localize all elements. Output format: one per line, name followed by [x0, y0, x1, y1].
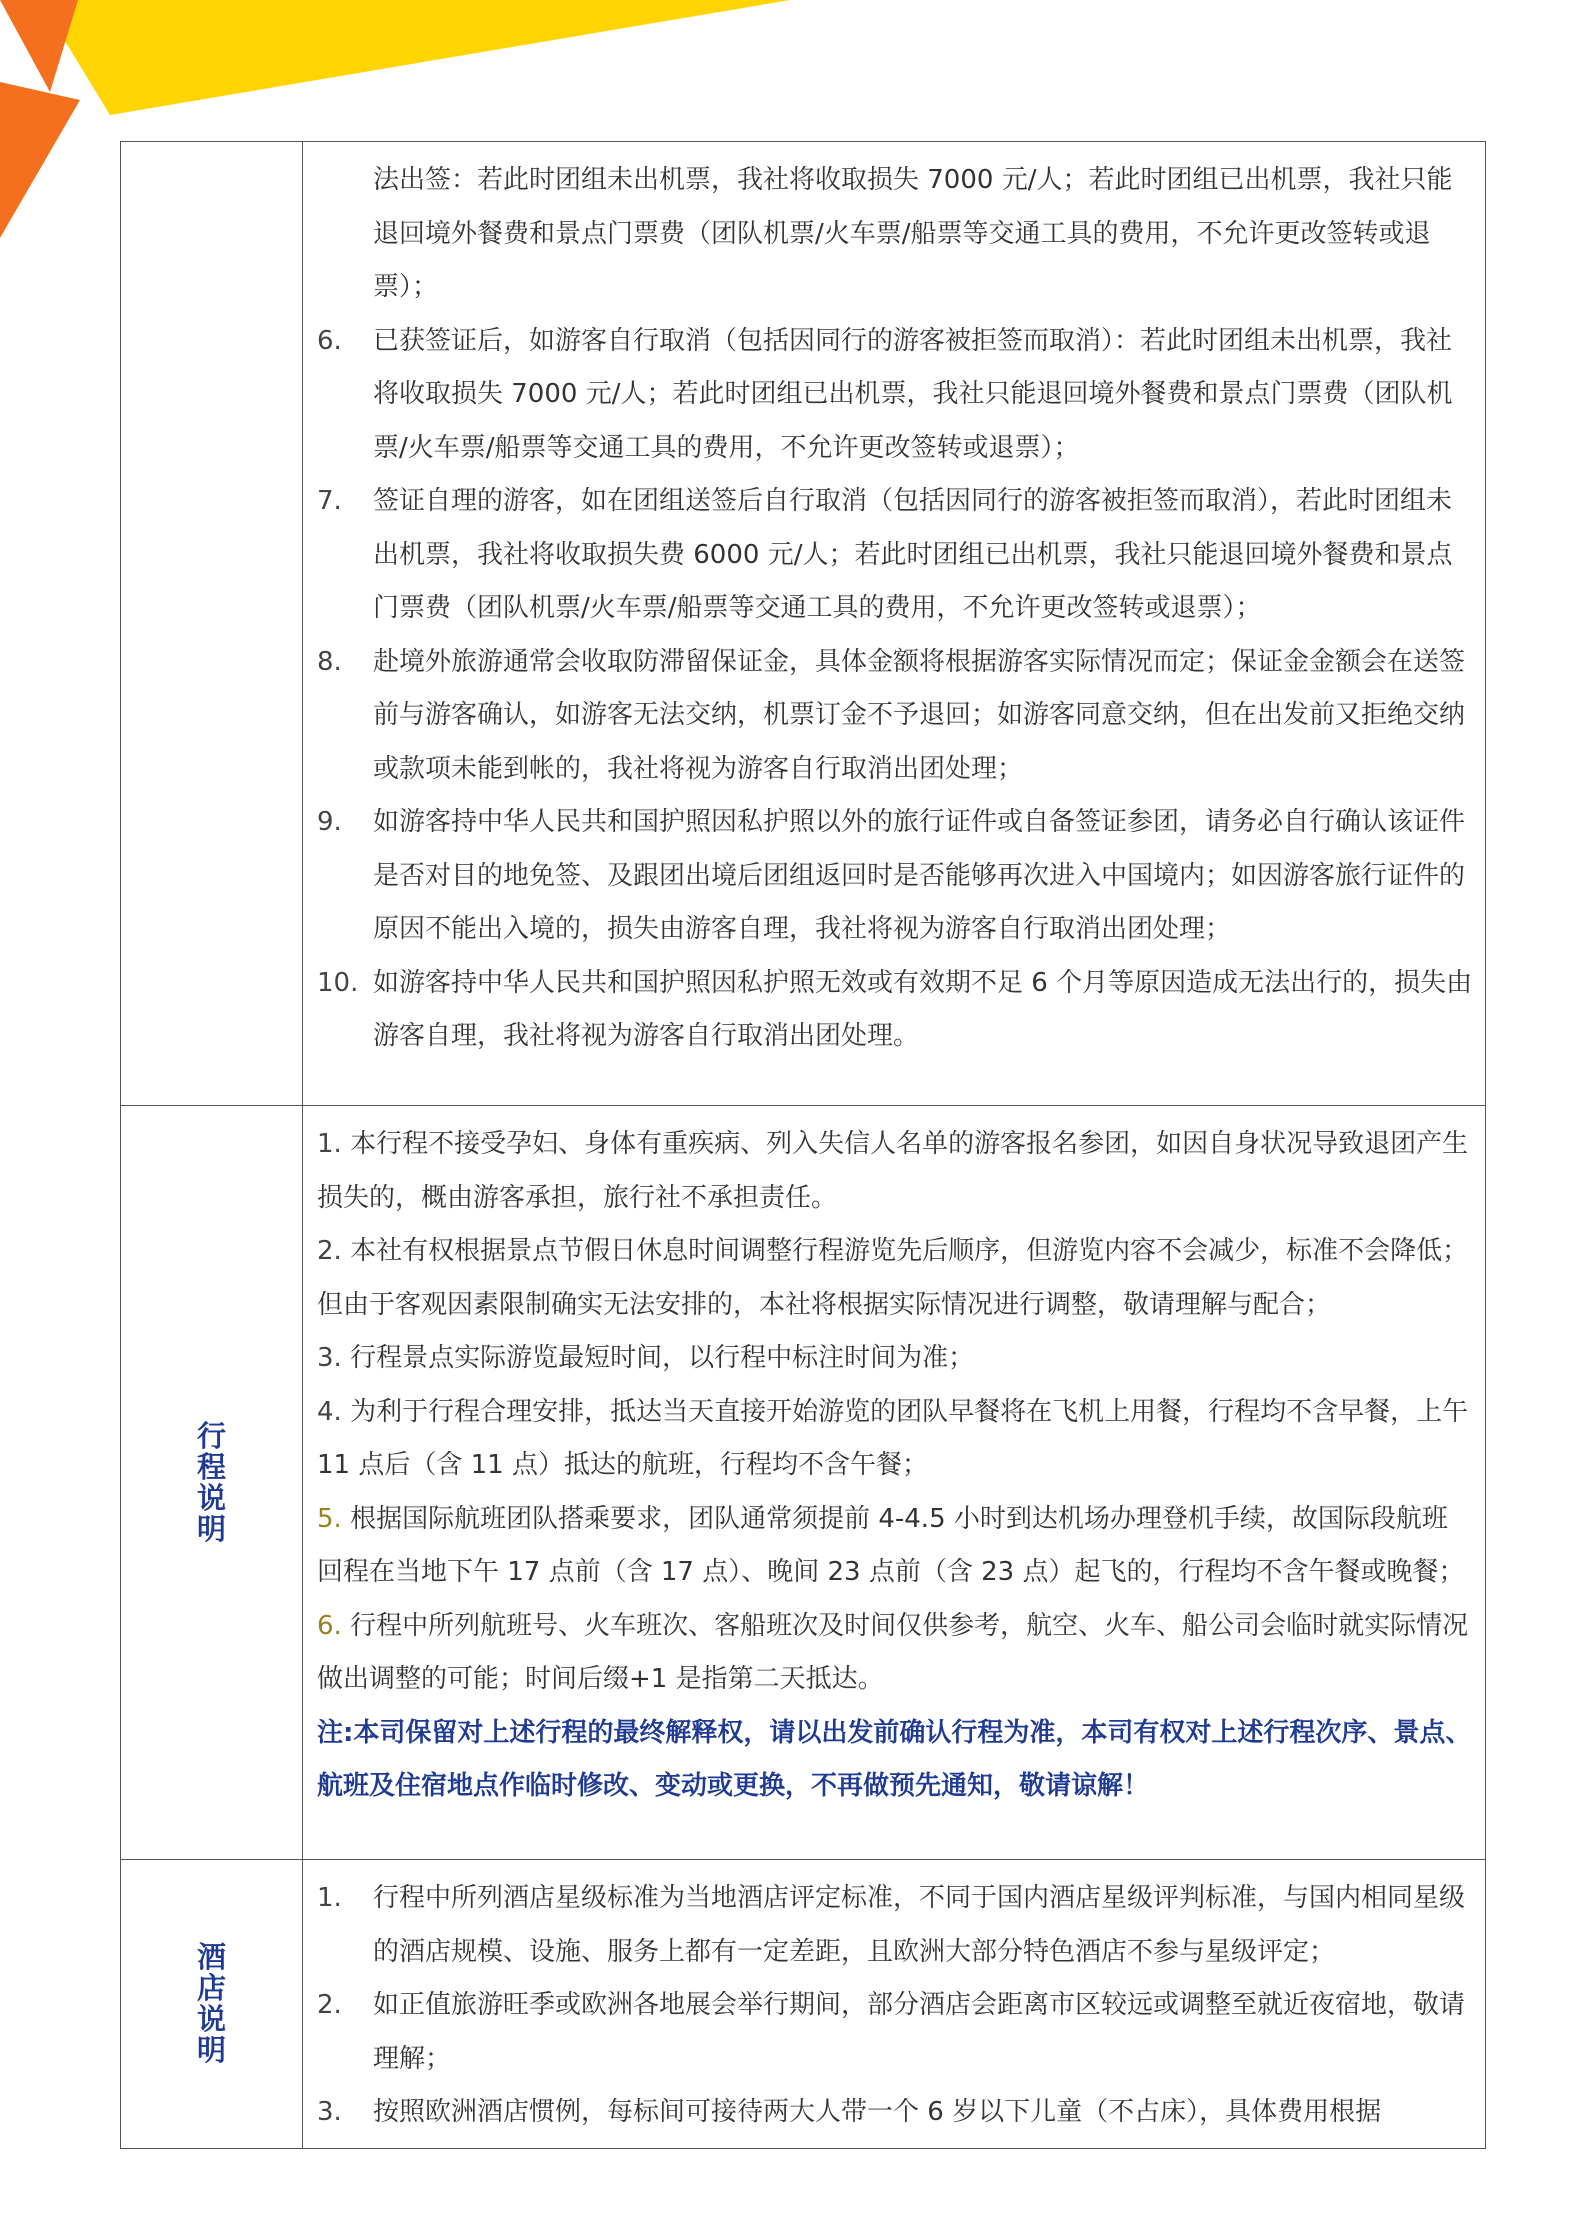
hotel-item-number: 1. — [317, 1883, 342, 1913]
cancellation-item — [317, 475, 1473, 636]
hotel-item-text: 按照欧洲酒店惯例，每标间可接待两大人带一个 6 岁以下儿童（不占床），具体费用根据 — [373, 2097, 1382, 2127]
itinerary-item-number: 1. — [317, 1129, 342, 1159]
cancellation-item-number: 7. — [317, 486, 342, 516]
cancellation-item-number: 8. — [317, 646, 342, 677]
hotel-item-text: 行程中所列酒店星级标准为当地酒店评定标准，不同于国内酒店星级评判标准，与国内相同星级的酒店规模、设施、服务上都有一定差距，且欧洲大部分特色酒店不参与星级评定； — [373, 1883, 1466, 1967]
itinerary-item-text: 为利于行程合理安排，抵达当天直接开始游览的团队早餐将在飞机上用餐，行程均不含早餐，上午 11 点后（含 11 点）抵达的航班，行程均不含午餐； — [317, 1396, 1469, 1480]
itinerary-item — [317, 1493, 1473, 1600]
section-cancellation-content — [303, 142, 1486, 1106]
section-itinerary-label-cell — [121, 1106, 303, 1860]
hotel-item-number: 2. — [317, 1990, 342, 2020]
cancellation-item — [317, 796, 1473, 957]
cancellation-item-text: 法出签：若此时团组未出机票，我社将收取损失 7000 元/人；若此时团组已出机票，我社只能退回境外餐费和景点门票费（团队机票/火车票/船票等交通工具的费用，不允许更改签转或退票）； — [373, 165, 1453, 302]
orange-stripe — [0, 0, 78, 92]
itinerary-item — [317, 1386, 1473, 1493]
hotel-item — [317, 1979, 1473, 2086]
itinerary-item-text: 行程景点实际游览最短时间，以行程中标注时间为准； — [350, 1343, 975, 1373]
cancellation-item — [317, 315, 1473, 476]
cancellation-item-number: 9. — [317, 807, 342, 837]
section-itinerary-row — [121, 1106, 1486, 1860]
section-itinerary-label: 行程说明 — [196, 1418, 226, 1546]
hotel-item-number: 3. — [317, 2097, 342, 2127]
itinerary-item-text: 本社有权根据景点节假日休息时间调整行程游览先后顺序，但游览内容不会减少，标准不会降低；但由于客观因素限制确实无法安排的，本社将根据实际情况进行调整，敬请理解与配合； — [317, 1236, 1469, 1320]
cancellation-item — [317, 154, 1473, 315]
itinerary-terms-table — [120, 141, 1486, 2149]
section-cancellation-label-cell — [121, 142, 303, 1106]
cancellation-item-number — [317, 154, 373, 315]
itinerary-item-number: 2. — [317, 1236, 342, 1266]
itinerary-item-number: 3. — [317, 1343, 342, 1373]
itinerary-note: 注:本司保留对上述行程的最终解释权，请以出发前确认行程为准，本司有权对上述行程次序、景点、航班及住宿地点作临时修改、变动或更换，不再做预先通知，敬请谅解！ — [317, 1717, 1472, 1801]
hotel-item — [317, 2086, 1473, 2140]
itinerary-item — [317, 1118, 1473, 1225]
itinerary-item-text: 本行程不接受孕妇、身体有重疾病、列入失信人名单的游客报名参团，如因自身状况导致退团产生损失的，概由游客承担，旅行社不承担责任。 — [317, 1129, 1469, 1213]
itinerary-item — [317, 1600, 1473, 1707]
cancellation-item — [317, 636, 1473, 797]
section-cancellation-row — [121, 142, 1486, 1106]
itinerary-item — [317, 1225, 1473, 1332]
itinerary-item — [317, 1332, 1473, 1386]
section-hotel-label: 酒店说明 — [196, 1939, 226, 2067]
cancellation-item-text: 如游客持中华人民共和国护照因私护照无效或有效期不足 6 个月等原因造成无法出行的，损失由游客自理，我社将视为游客自行取消出团处理。 — [373, 967, 1473, 1051]
section-hotel-label-cell — [121, 1860, 303, 2149]
orange-wedge — [0, 82, 80, 238]
itinerary-item-text: 行程中所列航班号、火车班次、客船班次及时间仅供参考，航空、火车、船公司会临时就实际情况做出调整的可能；时间后缀+1 是指第二天抵达。 — [317, 1610, 1469, 1694]
section-itinerary-content — [303, 1106, 1486, 1860]
cancellation-item-text: 如游客持中华人民共和国护照因私护照以外的旅行证件或自备签证参团，请务必自行确认该证件是否对目的地免签、及跟团出境后团组返回时是否能够再次进入中国境内；如因游客旅行证件的原因不能出入境的，损失由游客自理，我社将视为游客自行取消出团处理； — [373, 807, 1466, 944]
cancellation-item — [317, 957, 1473, 1064]
cancellation-item-text: 已获签证后，如游客自行取消（包括因同行的游客被拒签而取消）：若此时团组未出机票，我社将收取损失 7000 元/人；若此时团组已出机票，我社只能退回境外餐费和景点门票费（团队机票/火车票/船票等交通工具的费用，不允许更改签转或退票）； — [373, 325, 1453, 463]
yellow-stripe — [40, 0, 790, 115]
itinerary-item-number: 4. — [317, 1396, 342, 1427]
cancellation-item-number: 10. — [317, 967, 359, 998]
itinerary-item-number: 5. — [317, 1503, 342, 1534]
cancellation-item-text: 赴境外旅游通常会收取防滞留保证金，具体金额将根据游客实际情况而定；保证金金额会在送签前与游客确认，如游客无法交纳，机票订金不予退回；如游客同意交纳，但在出发前又拒绝交纳或款项未能到帐的，我社将视为游客自行取消出团处理； — [373, 646, 1466, 784]
cancellation-item-number: 6. — [317, 325, 342, 356]
cancellation-item-text: 签证自理的游客，如在团组送签后自行取消（包括因同行的游客被拒签而取消），若此时团组未出机票，我社将收取损失费 6000 元/人；若此时团组已出机票，我社只能退回境外餐费和景点门票费（团队机票/火车票/船票等交通工具的费用，不允许更改签转或退票）； — [373, 486, 1453, 623]
hotel-item-text: 如正值旅游旺季或欧洲各地展会举行期间，部分酒店会距离市区较远或调整至就近夜宿地，敬请理解； — [373, 1990, 1466, 2074]
itinerary-item-text: 根据国际航班团队搭乘要求，团队通常须提前 4-4.5 小时到达机场办理登机手续，故国际段航班回程在当地下午 17 点前（含 17 点）、晚间 23 点前（含 23 点）起飞的，行程均不含午餐或晚餐； — [317, 1503, 1465, 1587]
section-hotel-content — [303, 1860, 1486, 2149]
hotel-item — [317, 1872, 1473, 1979]
itinerary-item-number: 6. — [317, 1610, 342, 1641]
section-hotel-row — [121, 1860, 1486, 2149]
